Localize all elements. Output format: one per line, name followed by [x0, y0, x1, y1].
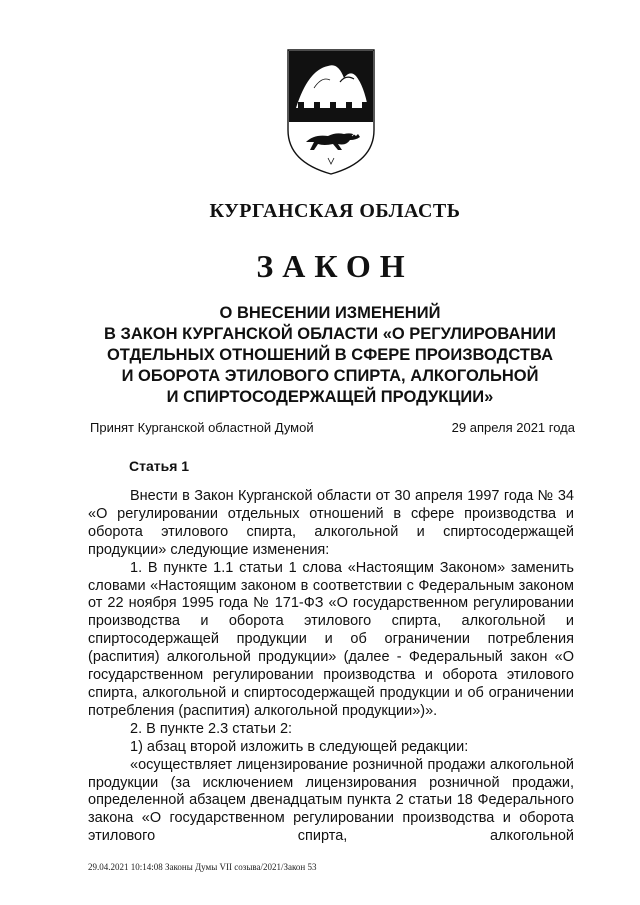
law-title — [60, 303, 600, 408]
article-body — [88, 488, 574, 846]
article-heading: Статья 1 — [129, 458, 190, 474]
adoption-date: 29 апреля 2021 года — [451, 420, 575, 435]
article-paragraph: Внести в Закон Курганской области от 30 апреля 1997 года № 34 «О регулировании отдельных отношений в сфере производства и оборота этилового спирта, алкогольной и спиртосодержащей продукции» следующие изменения: — [88, 488, 574, 558]
law-title-line: В ЗАКОН КУРГАНСКОЙ ОБЛАСТИ «О РЕГУЛИРОВАНИИ — [103, 325, 556, 343]
article-paragraph: 1) абзац второй изложить в следующей редакции: — [130, 738, 469, 755]
adopted-by: Принят Курганской областной Думой — [90, 420, 314, 435]
article-paragraph: «осуществляет лицензирование розничной продажи алкогольной продукции (за исключением лицензирования розничной продажи, определенной абзацем двенадцатым пункта 2 статьи 18 Федерального закона «О государственном регулировании производства и оборота этилового спирта, алкогольной — [88, 756, 574, 845]
coat-of-arms-icon — [284, 46, 378, 178]
law-title-line: О ВНЕСЕНИИ ИЗМЕНЕНИЙ — [219, 304, 441, 322]
region-name: КУРГАНСКАЯ ОБЛАСТЬ — [209, 200, 461, 222]
article-paragraph: 1. В пункте 1.1 статьи 1 слова «Настоящим Законом» заменить словами «Настоящим законом в соответствии с Федеральным законом от 22 ноября 1995 года № 171-ФЗ «О государственном регулировании производства и оборота этилового спирта, алкогольной и спиртосодержащей продукции и об ограничении потребления (распития) алкогольной продукции» (далее - Федеральный закон «О государственном регулировании производства и оборота этилового спирта, алкогольной и спиртосодержащей продукции и об ограничении потребления (распития) алкогольной продукции»)». — [88, 559, 574, 719]
document-type-heading: ЗАКОН — [256, 248, 414, 284]
law-title-line: ОТДЕЛЬНЫХ ОТНОШЕНИЙ В СФЕРЕ ПРОИЗВОДСТВА — [106, 346, 554, 364]
document-footer: 29.04.2021 10:14:08 Законы Думы VII созыва/2021/Закон 53 — [88, 862, 317, 872]
law-title-line: И СПИРТОСОДЕРЖАЩЕЙ ПРОДУКЦИИ» — [166, 388, 494, 406]
article-paragraph: 2. В пункте 2.3 статьи 2: — [130, 720, 293, 737]
law-title-line: И ОБОРОТА ЭТИЛОВОГО СПИРТА, АЛКОГОЛЬНОЙ — [121, 367, 539, 385]
